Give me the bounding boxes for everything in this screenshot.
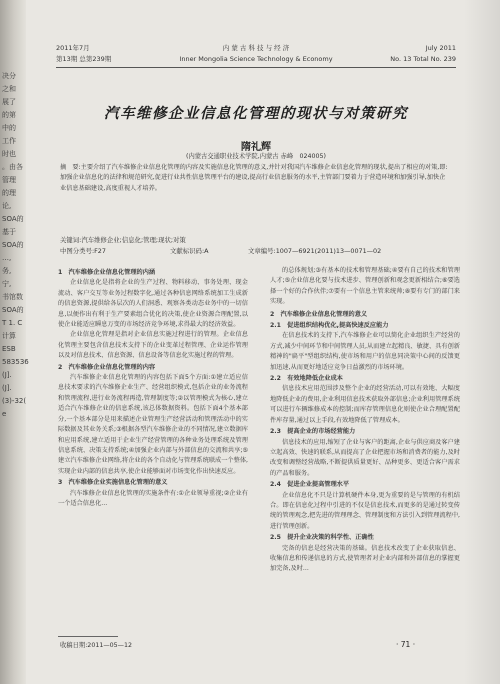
spine-fragment: …,: [2, 254, 12, 262]
header-date-left: 2011年7月: [56, 44, 90, 52]
left-column-heading: 1 汽车维修企业信息化管理的内涵: [58, 269, 156, 276]
page-number: · 71 ·: [396, 640, 416, 649]
spine-fragment: 工作: [2, 137, 16, 145]
right-column-heading: 2.4 促进企业提高管理水平: [270, 481, 350, 489]
page-curl-shadow: [464, 0, 500, 684]
footnote-rule: [58, 636, 118, 637]
left-column-paragraph: 汽车维修企业信息化管理的内容包括下面5个方面:①建立适应信息技术要求的汽车维修企业生产、经营组织模式,包括企业的业务流程和管理流程,进行业务流程再造,管理制度等;②以管理模式为核心,建立适合汽车维修企业的信息系统,该总体数据资料。包括下面4个基本部分,一个基本部分是用来描述企业管理生产经营活动和管理活动中的实际数据及其业务关系;③根据各型汽车维修企业的不同情况,建立数据库和应用系统,建立适用于企业生产经营管理的各种业务处理系统及管理信息系统、决策支持系统;④加强企业内部与外部信息的交流和共享;⑤建立汽车维修企业网络,将企业的各个自动化与管理系统联成一个整体,实现企业内部的信息共享,使企业能够面对市场变化作出快速反应。: [58, 374, 248, 475]
left-column-heading: 3 汽车维修企业实施信息化管理的意义: [58, 479, 168, 487]
spine-fragment: 务,: [2, 267, 12, 275]
spine-fragment: 论,: [2, 202, 12, 210]
left-column: [58, 266, 248, 509]
spine-fragment: 的理: [2, 189, 16, 197]
header-rule: [56, 67, 456, 68]
right-column-paragraph: 的总体规划;③有基本的技术和管理基础;④要有自己的技术和管理人才;⑤企业信息化要与技术进步、管理创新和观念更新相结合;⑥要选择一个好的合作伙伴;⑦要有一个信息主管来统帅;⑧要有专门的部门来实现。: [270, 267, 460, 306]
right-column: [270, 266, 460, 575]
spine-fragment: 基于: [2, 228, 16, 236]
spine-fragment: 计算: [2, 332, 16, 340]
left-column-paragraph: 汽车维修企业信息化管理的实施条件有:①企业领导重视;②企业有一个适合信息化...: [58, 489, 248, 507]
article-title: 汽车维修企业信息化管理的现状与对策研究: [104, 105, 408, 122]
spine-fragment: SOA的: [2, 241, 24, 249]
article-author: 隋礼辉: [241, 142, 271, 153]
right-column-heading: 2.3 提高企业的市场经营能力: [270, 428, 356, 436]
right-column-heading: 2.1 促进组织结构优化,提高快速反应能力: [270, 322, 389, 330]
spine-fragment: 的第: [2, 111, 16, 119]
spine-fragment: T 1. C: [2, 319, 23, 327]
right-column-paragraph: 信息技术的应用,缩短了企业与客户的距离,企业与供应商及客户建立起高效、快速的联系,从而提高了企业把握市场和消费者的能力,及时改变和调整经营战略,不断提供质量更好、品种更多、更适合客户需求的产品和服务。: [270, 438, 460, 477]
right-column-paragraph: 企业信息化不只是计算机硬件本身,更为重要的是与管理的有机结合。即在信息化过程中引进的不仅是信息技术,而更多的是通过转变传统的管理观念,把先进的管理理念、管理制度和方法引入到管理流程中,进行管理创新。: [270, 491, 460, 530]
document-code: 文献标识码:A: [170, 247, 209, 255]
spine-fragment: e: [2, 410, 7, 418]
spine-fragment: (3)-32(: [2, 397, 27, 405]
left-column-paragraph: 企业信息化是指将企业的生产过程、物料移动、事务处理、现金流动、客户交互等业务过程数字化,通过各种信息网络系统加工生成新的信息资源,提供给各层次的人们洞悉、观察各类动态业务中的一切信息,以便作出有利于生产要素组合优化的决策,使企业资源合理配置,以使企业能适应瞬息万变的市场经济竞争环境,求得最大的经济效益。: [58, 279, 248, 329]
spine-fragment: 宁,: [2, 280, 12, 288]
right-column-paragraph: 完备的信息是经营决策的基础。信息技术改变了企业获取信息、收集信息和传递信息的方式,使管理者对企业内部和外部信息的掌握更加完备,及时...: [270, 544, 460, 573]
spine-fragment: 展了: [2, 98, 16, 106]
right-column-heading: 2.2 有效地降低企业成本: [270, 375, 343, 383]
article-number: 文章编号:1007—6921(2011)13—0071—02: [248, 247, 382, 255]
received-date: 收稿日期:2011—05—12: [60, 642, 132, 649]
spine-fragment: 583536: [2, 358, 29, 366]
spine-fragment: 决分: [2, 72, 16, 80]
spine-fragment: 。由各: [2, 163, 23, 171]
header-date-right: July 2011: [425, 44, 456, 52]
keywords: 关键词:汽车维修企业;信息化;管理;现状;对策: [60, 236, 186, 244]
spine-fragment: 书馆数: [2, 293, 23, 301]
spine-fragment: SOA的: [2, 215, 24, 223]
right-column-paragraph: 在信息技术的支持下,汽车维修企业可以简化企业组织生产经营的方式,减少中间环节和中间管理人员,从而建立起精良、敏捷、具有创新精神的"扁平"型组织结构,使市场和用户的信息同决策中心间的反馈更加迅速,从而更好地适应竞争日益激烈的市场环境。: [270, 332, 460, 371]
author-affiliation: (内蒙古交通职业技术学院,内蒙古 赤峰 024005): [185, 153, 326, 160]
clc-number: 中图分类号:F27: [60, 247, 106, 255]
header-issue-left: 第13期 总第239期: [56, 55, 112, 63]
spine-fragment: 之和: [2, 85, 16, 93]
header-issue-right: No. 13 Total No. 239: [390, 55, 456, 63]
spine-fragment: 时也: [2, 150, 16, 158]
spine-fragments: [2, 70, 29, 421]
left-column-heading: 2 汽车维修企业信息化管理的内容: [58, 363, 156, 371]
header-journal-cn: 内 蒙 古 科 技 与 经 济: [222, 44, 290, 52]
article-abstract: 摘 要:主要介绍了汽车维修企业信息化管理的内容及实施信息化管理的意义,并针对我国汽车维修企业信息化管理的现状,提出了相应的对策,即:加强企业信息化的法律和规范研究,促进行业共性信息管理平台的建设,提高行业信息服务的水平,主管部门要着力于营造环境和加强引导,加快企业信息基础建设,高度重视人才培养。: [60, 164, 448, 192]
book-spine-edge: [0, 0, 29, 684]
right-column-heading: 2 汽车维修企业信息化管理的意义: [270, 310, 368, 318]
spine-fragment: ESB: [2, 345, 16, 353]
right-column-paragraph: 信息技术应用范围涉及整个企业的经营活动,可以有效地、大幅度地降低企业的费用,企业利用信息技术获取外部信息;企业利用管理系统可以进行车辆维修成本的控制;而库存管理信息化则使企业合理配置配件库存量,通过以上手段,有效地降低了管理成本。: [270, 385, 460, 424]
spine-fragment: 中的: [2, 124, 16, 132]
spine-fragment: (J].: [2, 384, 12, 392]
spine-fragment: (J].: [2, 371, 12, 379]
header-journal-en: Inner Mongolia Science Technology & Economy: [179, 55, 333, 63]
right-column-heading: 2.5 提升企业决策的科学性、正确性: [270, 534, 374, 542]
spine-fragment: 管理: [2, 176, 16, 184]
spine-fragment: SOA的: [2, 306, 24, 314]
left-column-paragraph: 企业信息化管理是指对企业信息实施过程进行的管理。企业信息化管理主要包含信息技术支持下的企业变革过程管理、企业运作管理以及对信息技术、信息资源、信息设备等信息化实施过程的管理。: [58, 331, 248, 360]
